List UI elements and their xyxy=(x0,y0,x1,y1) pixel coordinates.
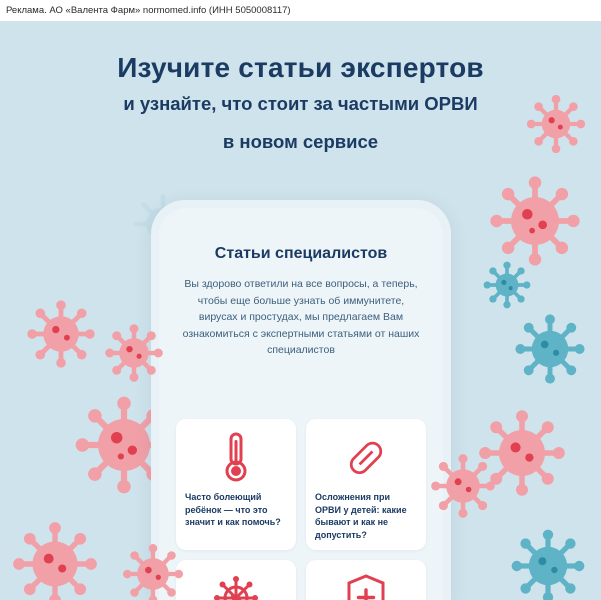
phone-screen xyxy=(159,208,443,600)
ad-disclaimer: Реклама. АО «Валента Фарм» normomed.info (ИНН 5050008117) xyxy=(0,0,601,21)
virus-icon xyxy=(481,259,533,311)
article-card[interactable] xyxy=(306,560,426,600)
article-card[interactable] xyxy=(306,419,426,550)
thermometer-icon xyxy=(185,429,287,485)
headline-line-1: Изучите статьи экспертов xyxy=(117,52,484,83)
article-card-label: Осложнения при ОРВИ у детей: какие бывают и как не допустить? xyxy=(315,492,407,540)
virus-icon xyxy=(508,526,588,600)
virus-icon xyxy=(185,570,287,600)
headline-line-3: в новом сервисе xyxy=(222,131,379,152)
screen-title: Статьи специалистов xyxy=(214,245,388,262)
pill-icon xyxy=(315,429,417,485)
article-card[interactable] xyxy=(176,560,296,600)
virus-icon xyxy=(10,519,100,600)
phone-mockup xyxy=(151,200,451,600)
article-card[interactable] xyxy=(176,419,296,550)
shield-plus-icon xyxy=(315,570,417,600)
virus-icon xyxy=(120,541,186,600)
screen-body-text: Вы здорово ответили на все вопросы, а теперь, чтобы еще больше узнать об иммунитете, вирусах и простудах, мы предлагаем Вам ознакомиться с экспертными статьями от наших специалистов xyxy=(182,278,420,356)
article-card-list xyxy=(176,419,426,600)
ad-canvas xyxy=(0,21,601,600)
virus-icon xyxy=(428,451,498,521)
virus-icon xyxy=(102,321,166,385)
virus-icon xyxy=(487,173,583,269)
virus-icon xyxy=(512,311,588,387)
headline-block xyxy=(0,51,601,157)
virus-icon xyxy=(24,297,98,371)
headline-line-2: и узнайте, что стоит за частыми ОРВИ xyxy=(123,93,478,114)
article-card-label: Часто болеющий ребёнок — что это значит и как помочь? xyxy=(185,492,281,527)
